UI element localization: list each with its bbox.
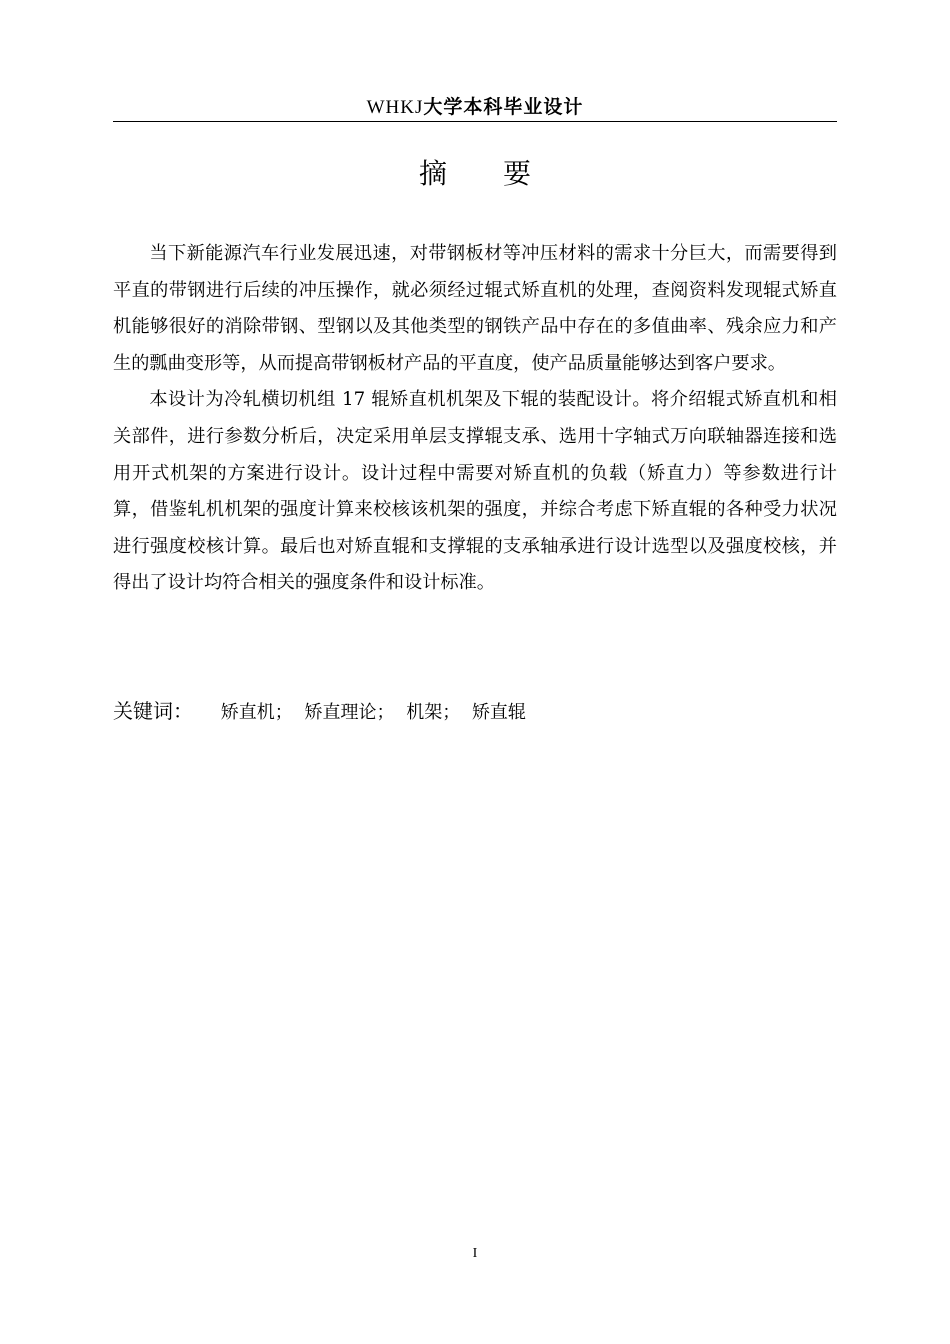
keyword-item: 机架； <box>406 702 461 723</box>
abstract-body <box>113 236 837 602</box>
keyword-item: 矫直辊 <box>471 702 526 723</box>
keyword-item: 矫直机； <box>220 702 293 723</box>
page-header <box>113 93 837 122</box>
abstract-paragraph: 本设计为冷轧横切机组 17 辊矫直机机架及下辊的装配设计。将介绍辊式矫直机和相关部件，进行参数分析后，决定采用单层支撑辊支承、选用十字轴式万向联轴器连接和选用开式机架的方案进行设计。设计过程中需要对矫直机的负载（矫直力）等参数进行计算，借鉴轧机机架的强度计算来校核该机架的强度，并综合考虑下矫直辊的各种受力状况进行强度校核计算。最后也对矫直辊和支撑辊的支承轴承进行设计选型以及强度校核，并得出了设计均符合相关的强度条件和设计标准。 <box>113 389 837 594</box>
page-number: I <box>472 1246 478 1261</box>
abstract-paragraph: 当下新能源汽车行业发展迅速，对带钢板材等冲压材料的需求十分巨大，而需要得到平直的带钢进行后续的冲压操作，就必须经过辊式矫直机的处理，查阅资料发现辊式矫直机能够很好的消除带钢、型钢以及其他类型的钢铁产品中存在的多值曲率、残余应力和产生的瓢曲变形等，从而提高带钢板材产品的平直度，使产品质量能够达到客户要求。 <box>113 243 837 374</box>
header-title: 大学本科毕业设计 <box>423 96 584 118</box>
header-prefix: WHKJ <box>366 97 424 118</box>
keywords-label: 关键词： <box>113 699 193 723</box>
abstract-title: 摘要 <box>418 157 587 190</box>
keyword-item: 矫直理论； <box>304 702 395 723</box>
keywords-line <box>113 695 837 729</box>
